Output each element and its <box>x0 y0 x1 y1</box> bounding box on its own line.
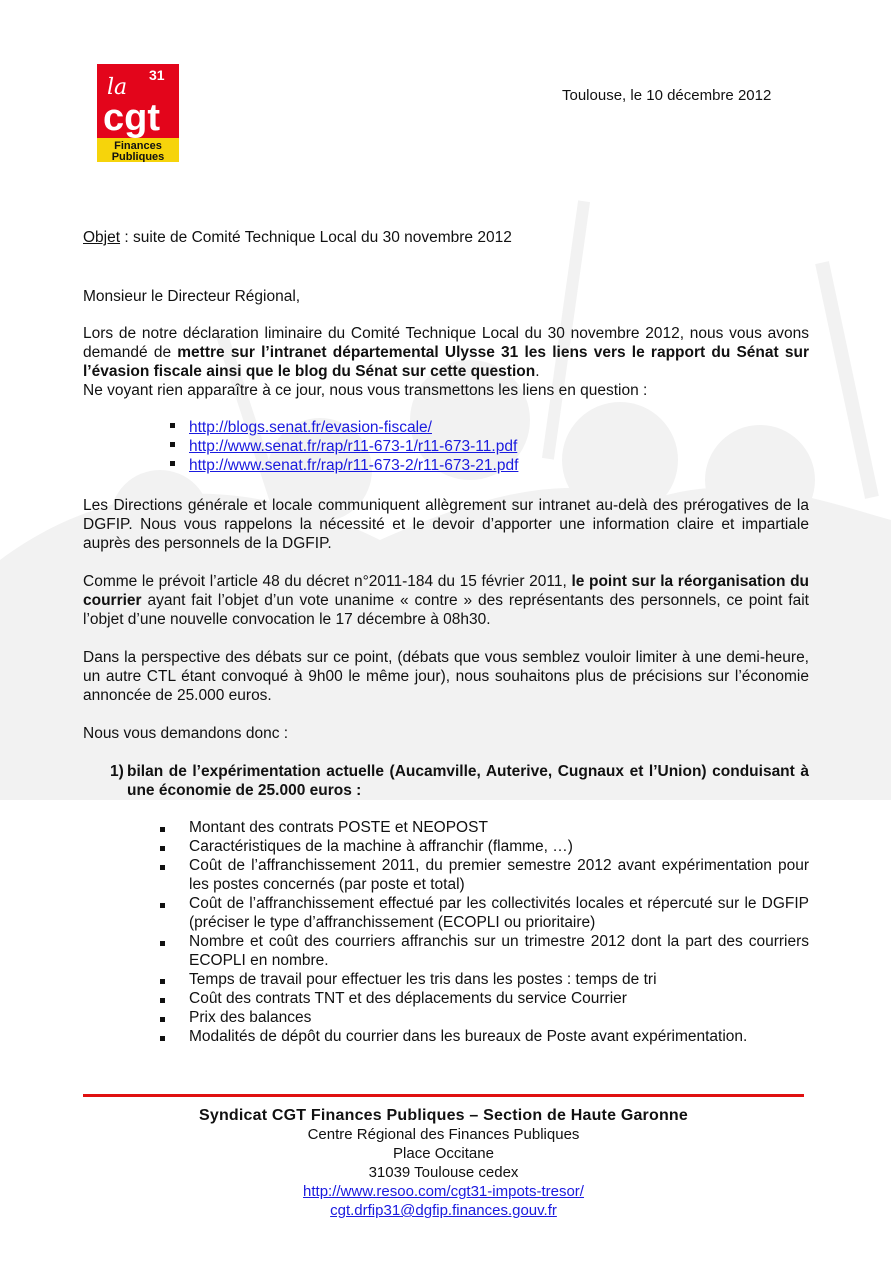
cgt-logo <box>97 64 179 162</box>
letter-date: Toulouse, le 10 décembre 2012 <box>562 87 772 104</box>
bullet-text: Prix des balances <box>189 1009 312 1026</box>
bullet-text: Modalités de dépôt du courrier dans les bureaux de Poste avant expérimentation. <box>189 1028 748 1045</box>
bullet-text: Coût de l’affranchissement 2011, du premier semestre 2012 avant expérimentation pour les postes concernés (par poste et total) <box>189 857 809 893</box>
footer-address-line3: 31039 Toulouse cedex <box>368 1164 519 1181</box>
logo-sub-line2: Publiques <box>111 151 165 162</box>
subject-label: Objet <box>83 229 121 246</box>
list-item <box>160 932 809 970</box>
list-item <box>160 970 809 989</box>
numbered-item-1 <box>110 762 809 800</box>
list-item <box>160 818 809 837</box>
paragraph-2: Les Directions générale et locale communiquent allègrement sur intranet au-delà des prérogatives de la DGFIP. Nous vous rappelons la nécessité et le devoir d’apporter une information claire et impartiale auprès des personnels de la DGFIP. <box>83 497 809 552</box>
bullet-square-icon <box>170 461 175 466</box>
link-senat-report-2[interactable]: http://www.senat.fr/rap/r11-673-2/r11-673-21.pdf <box>189 457 519 474</box>
item-number: 1) <box>110 763 124 780</box>
bullet-text: Coût des contrats TNT et des déplacements du service Courrier <box>189 990 627 1007</box>
bullet-square-icon <box>160 846 165 851</box>
footer-union-name: Syndicat CGT Finances Publiques – Section de Haute Garonne <box>198 1107 689 1124</box>
paragraph-1-text: Lors de notre déclaration liminaire du Comité Technique Local du 30 novembre 2012, nous vous avons demandé de <box>83 325 809 361</box>
footer-address-line1: Centre Régional des Finances Publiques <box>307 1126 580 1143</box>
footer-email-link[interactable]: cgt.drfip31@dgfip.finances.gouv.fr <box>330 1202 557 1219</box>
bullet-text: Coût de l’affranchissement effectué par les collectivités locales et répercuté sur le DGFIP (préciser le type d’affranchissement (ECOPLI ou prioritaire) <box>189 895 809 931</box>
subject-text: : suite de Comité Technique Local du 30 novembre 2012 <box>120 229 512 246</box>
list-item <box>160 894 809 932</box>
footer-divider <box>83 1094 804 1097</box>
logo-number: 31 <box>149 67 165 83</box>
list-item <box>170 456 518 475</box>
paragraph-4: Dans la perspective des débats sur ce point, (débats que vous semblez vouloir limiter à une demi-heure, un autre CTL étant convoqué à 9h00 le même jour), nous souhaitons plus de précisions sur l’économie annoncée de 25.000 euros. <box>83 649 809 704</box>
bullet-square-icon <box>160 941 165 946</box>
footer <box>83 1106 804 1220</box>
bullet-text: Caractéristiques de la machine à affranchir (flamme, …) <box>189 838 573 855</box>
paragraph-1-bold: mettre sur l’intranet départemental Ulysse 31 les liens vers le rapport du Sénat sur l’évasion fiscale ainsi que le blog du Sénat sur cette question <box>83 344 809 380</box>
logo-sub-line1: Finances <box>114 140 162 152</box>
senate-links-list <box>170 418 518 475</box>
bullet-square-icon <box>170 442 175 447</box>
bullet-square-icon <box>170 423 175 428</box>
paragraph-3-end: ayant fait l’objet d’un vote unanime « contre » des représentants des personnels, ce point fait l’objet d’une nouvelle convocation le 17 décembre à 08h30. <box>83 592 809 628</box>
bullet-square-icon <box>160 1036 165 1041</box>
list-item <box>160 1008 809 1027</box>
link-senat-blog[interactable]: http://blogs.senat.fr/evasion-fiscale/ <box>189 419 432 436</box>
link-senat-report-1[interactable]: http://www.senat.fr/rap/r11-673-1/r11-673-11.pdf <box>189 438 518 455</box>
logo-main: cgt <box>103 97 160 139</box>
bullet-square-icon <box>160 979 165 984</box>
bullet-square-icon <box>160 998 165 1003</box>
request-bullets <box>160 818 809 1046</box>
footer-address-line2: Place Occitane <box>393 1145 494 1162</box>
paragraph-1 <box>83 324 809 400</box>
paragraph-3-bold: le point sur la réorganisation du courrier <box>83 573 809 609</box>
bullet-text: Nombre et coût des courriers affranchis sur un trimestre 2012 dont la part des courriers ECOPLI en nombre. <box>189 933 809 969</box>
paragraph-1-line2: Ne voyant rien apparaître à ce jour, nous vous transmettons les liens en question : <box>83 382 648 399</box>
paragraph-1-end: . <box>535 363 540 380</box>
bullet-text: Temps de travail pour effectuer les tris dans les postes : temps de tri <box>189 971 657 988</box>
footer-website-link[interactable]: http://www.resoo.com/cgt31-impots-tresor/ <box>303 1183 584 1200</box>
bullet-square-icon <box>160 827 165 832</box>
bullet-square-icon <box>160 865 165 870</box>
paragraph-3-text: Comme le prévoit l’article 48 du décret n°2011-184 du 15 février 2011, <box>83 573 572 590</box>
salutation: Monsieur le Directeur Régional, <box>83 288 301 305</box>
item-text: bilan de l’expérimentation actuelle (Aucamville, Auterive, Cugnaux et l’Union) conduisant à une économie de 25.000 euros : <box>127 763 809 799</box>
letter-subject <box>83 229 512 247</box>
paragraph-3 <box>83 572 809 629</box>
logo-script: la <box>107 75 128 100</box>
list-item <box>160 989 809 1008</box>
bullet-square-icon <box>160 903 165 908</box>
list-item <box>160 837 809 856</box>
bullet-square-icon <box>160 1017 165 1022</box>
list-item <box>170 437 518 456</box>
paragraph-5: Nous vous demandons donc : <box>83 725 289 742</box>
list-item <box>160 1027 809 1046</box>
list-item <box>160 856 809 894</box>
list-item <box>170 418 518 437</box>
bullet-text: Montant des contrats POSTE et NEOPOST <box>189 819 488 836</box>
